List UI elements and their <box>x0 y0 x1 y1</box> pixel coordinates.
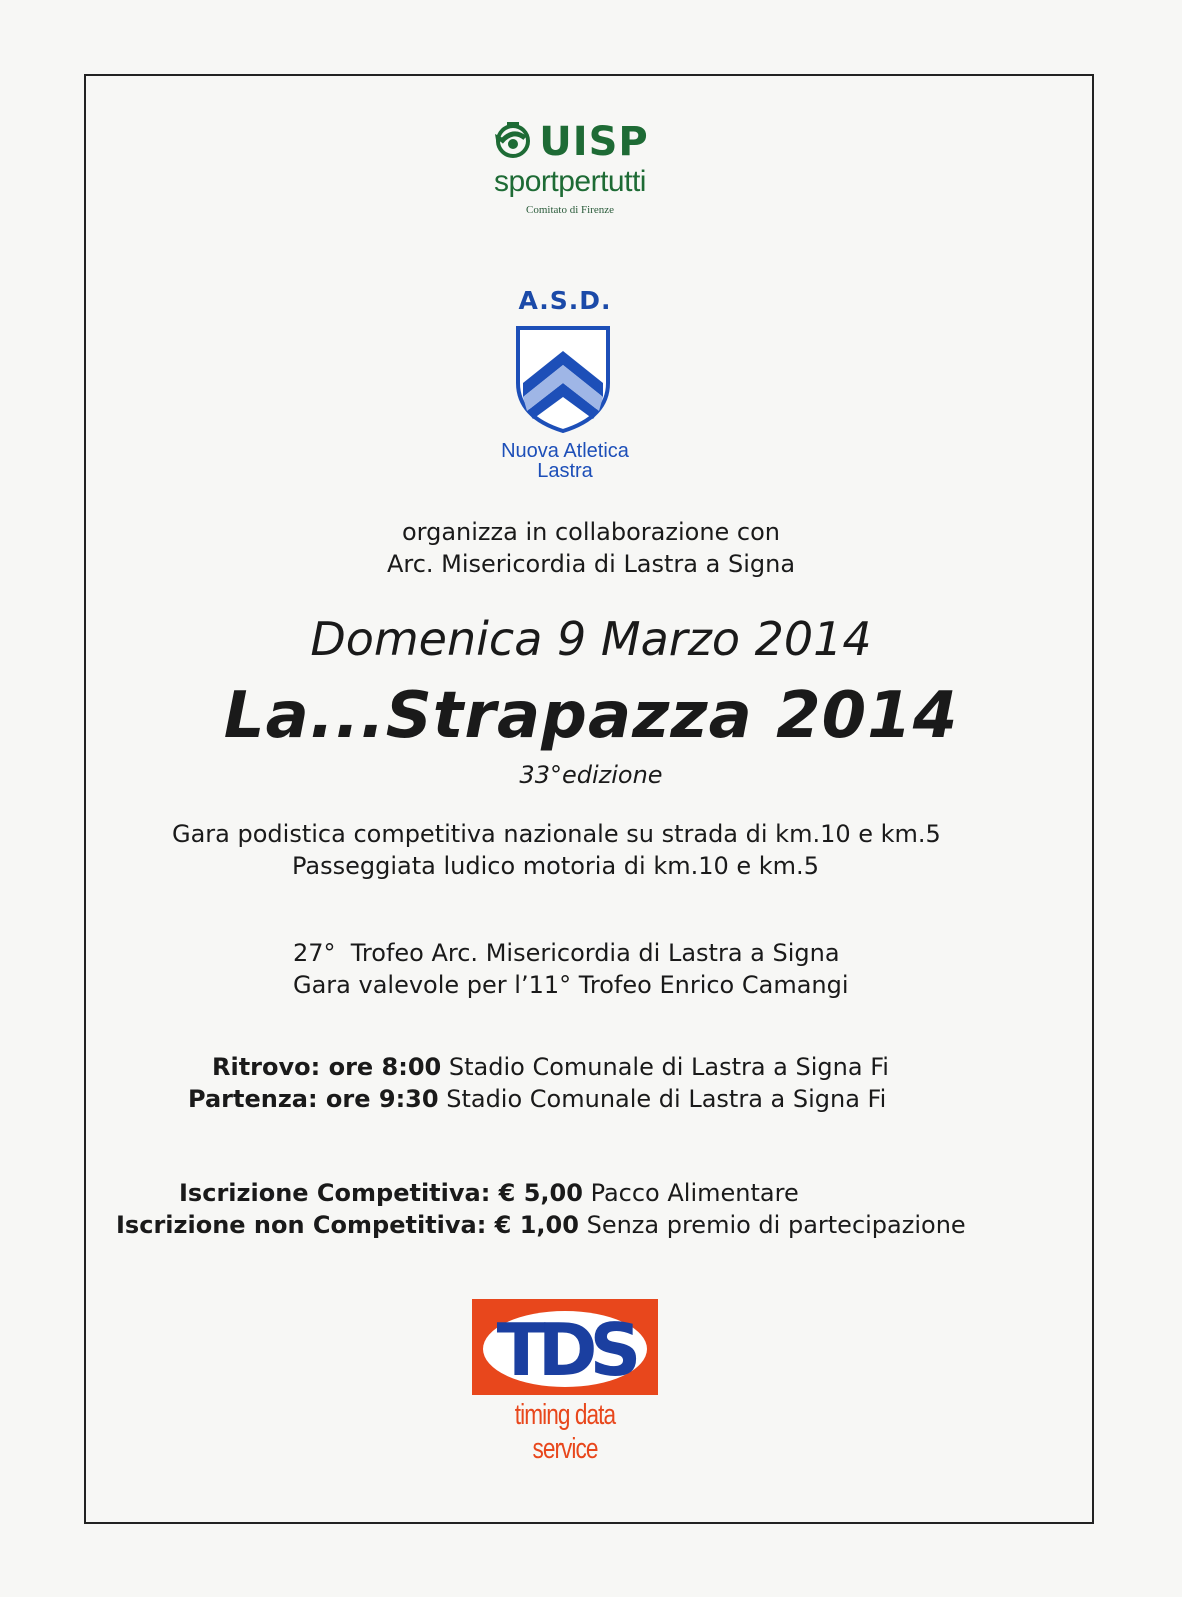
shield-icon <box>515 325 611 437</box>
ritrovo-place: Stadio Comunale di Lastra a Signa Fi <box>441 1053 889 1081</box>
fee-competitive-desc: Pacco Alimentare <box>582 1179 799 1207</box>
tds-emblem-icon <box>472 1299 658 1395</box>
event-title: La...Strapazza 2014 <box>223 679 959 753</box>
trophy-line2: Gara valevole per l’11° Trofeo Enrico Camangi <box>293 971 849 999</box>
schedule-partenza <box>188 1083 886 1115</box>
fee-competitive-label: Iscrizione Competitiva: € 5,00 <box>179 1179 583 1207</box>
partenza-place: Stadio Comunale di Lastra a Signa Fi <box>438 1085 887 1113</box>
schedule-ritrovo <box>212 1051 889 1083</box>
fee-noncompetitive-label: Iscrizione non Competitiva: € 1,00 <box>116 1211 579 1239</box>
tds-caption: timing data service <box>514 1399 616 1465</box>
asd-name-line2: Lastra <box>537 460 593 482</box>
tds-logo <box>472 1299 658 1395</box>
fee-competitive <box>179 1177 799 1209</box>
uisp-committee: Comitato di Firenze <box>526 204 614 216</box>
event-date: Domenica 9 Marzo 2014 <box>310 612 872 666</box>
partenza-label: Partenza: ore 9:30 <box>188 1085 439 1113</box>
fee-noncompetitive-desc: Senza premio di partecipazione <box>578 1211 966 1239</box>
race-line1: Gara podistica competitiva nazionale su strada di km.10 e km.5 <box>172 820 941 848</box>
asd-club-name <box>470 441 660 481</box>
tds-letters: TDS <box>496 1308 634 1392</box>
uisp-subtitle: sportpertutti <box>494 165 646 198</box>
trophy-line1: 27° Trofeo Arc. Misericordia di Lastra a Signa <box>293 939 840 967</box>
asd-title: A.S.D. <box>518 286 612 315</box>
uisp-wordmark: UISP <box>539 119 649 165</box>
uisp-logo <box>470 120 670 218</box>
uisp-emblem-icon <box>491 120 535 164</box>
fee-noncompetitive <box>116 1209 966 1241</box>
race-line2: Passeggiata ludico motoria di km.10 e km.5 <box>292 852 819 880</box>
intro-line2: Arc. Misericordia di Lastra a Signa <box>386 550 796 578</box>
ritrovo-label: Ritrovo: ore 8:00 <box>212 1053 442 1081</box>
asd-name-line1: Nuova Atletica <box>501 440 629 462</box>
event-edition: 33°edizione <box>519 761 663 789</box>
intro-line1: organizza in collaborazione con <box>401 518 781 546</box>
